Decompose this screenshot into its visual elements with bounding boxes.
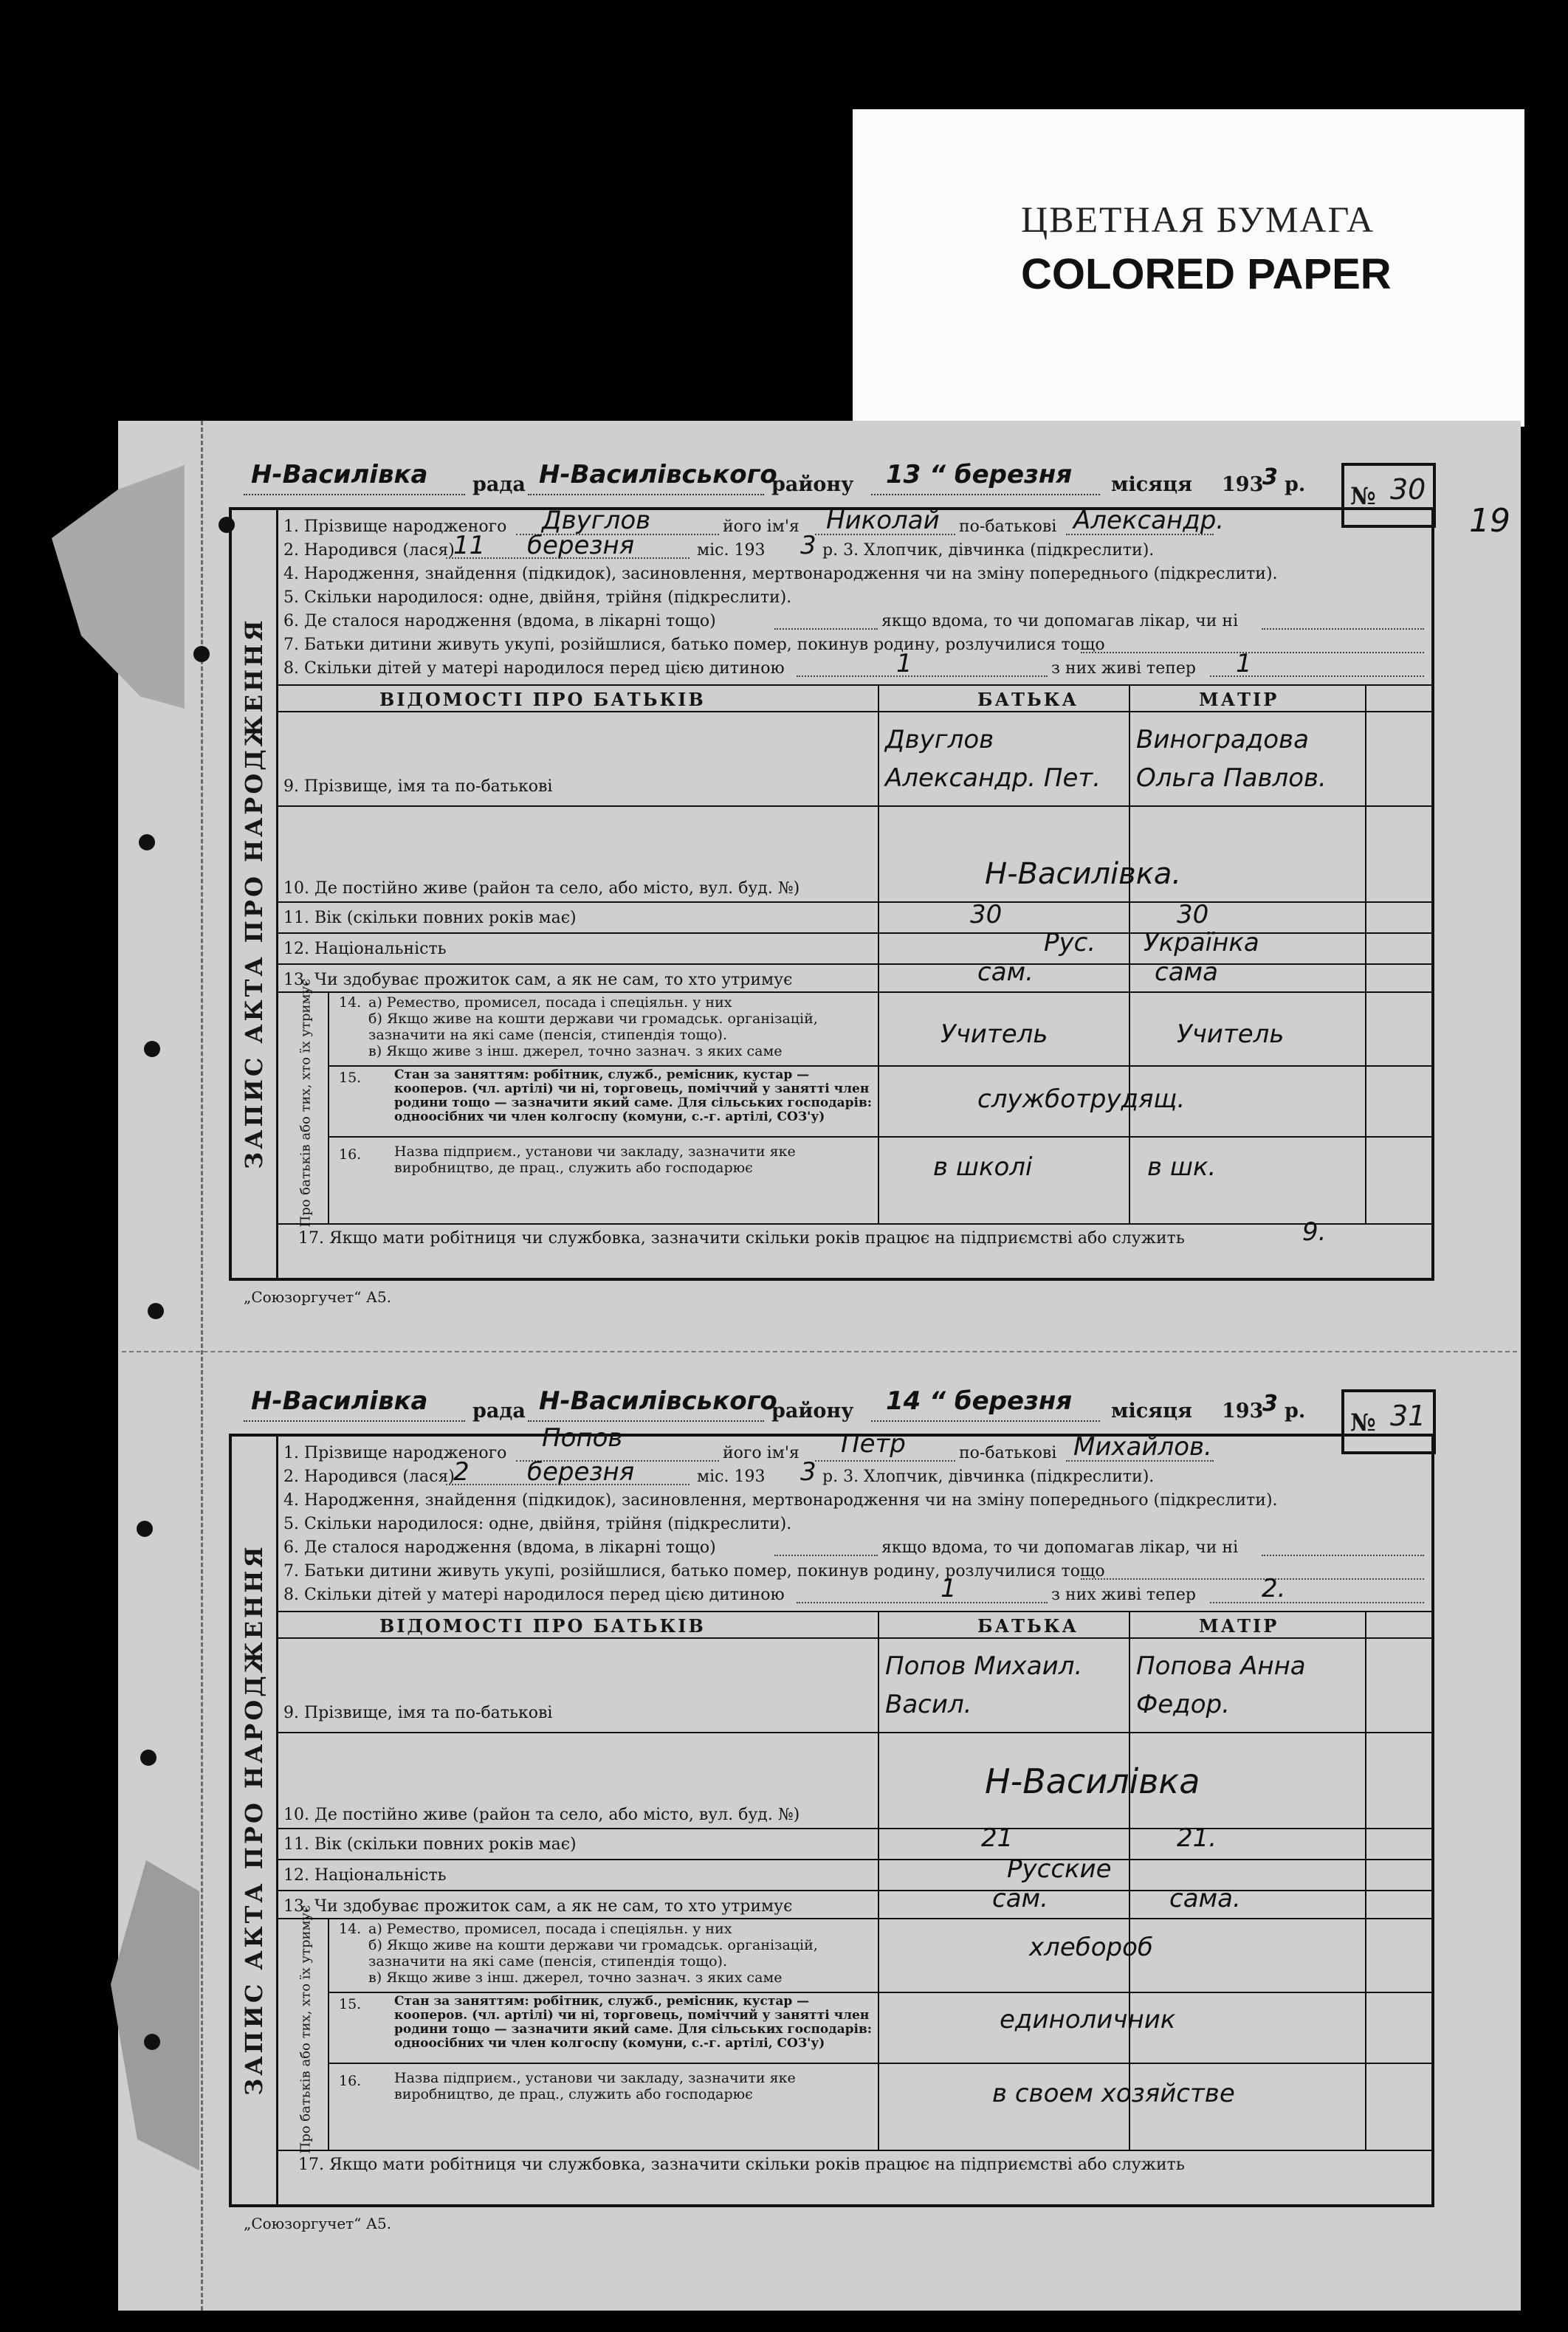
r-label: р. bbox=[1285, 473, 1306, 496]
father-support: сам. bbox=[992, 1884, 1048, 1913]
day-month-value: 14 “ березня bbox=[886, 1386, 1073, 1416]
rada-value: Н-Василівка bbox=[251, 460, 428, 489]
rada-label: рада bbox=[472, 473, 526, 496]
mother-name: Виноградова Ольга Павлов. bbox=[1136, 725, 1327, 793]
record-frame: ЗАПИС АКТА ПРО НАРОДЖЕННЯ 1. Прізвище народженого Попов його ім'я Петр по-батькові Михайлов. 2. Народився (лася) 2 березня міс. 193 3 р. 3. Хлопчик, дівчинка (підкреслити). 4. Народження, знайдення (підкидок), засиновлення, мертвонародження чи на зміну попереднього (підкреслити). 5. Скільки народилося: одне, двійня, трійня (підкреслити). 6. Де сталося народження (вдома, в лікарні тощо) якщо вдома, то чи допомагав лікар, чи ні 7. Батьки дитини живуть укупі, розійшлися, батько помер, покинув родину, розлучилися тощо 8. Скільки дітей у матері народилося перед цією дитиною 1 з них живі тепер 2. ВІДОМОСТІ ПРО БАТЬКІВ БАТЬКА МАТІР 9. Прізвище, імя та по-батькові Попов Михаил. Васил. Попова Анна Федор. 10. Де постійно живе (район та село, або місто, вул. буд. №) Н-Василівка 11. Вік (скільки повних років має) 21 21. 12. Національність Русские 13. Чи здобуває прожиток сам, а як не сам, то хто утримує сам. сама. Про батьків або тих, хто їх утримує 14. а) Ремество, промисел, посада і спеціяльн. у них б) Якщо живе на кошти держави чи громадськ. організацій, зазначити на які саме (пенсія, стипендія тощо). в) Якщо живе з інш. джерел, точно зазнач. з яких саме хлебороб 15. Стан за заняттям: робітник, служб., ремісник, кустар — кооперов. (чл. артілі) чи ні, торговець, поміччий у занятті член родини тощо — зазначити який саме. Для сільських господарів: одноосібних чи член колгоспу (комуни, с.-г. артілі, СОЗ'у) единоличник 16. Назва підприєм., установи чи закладу, зазначити яке виробництво, де прац., служить або господарює в своем хозяйстве 17. Якщо мати робітниця чи службовка, зазначити скільки років працює на підприємстві або служить bbox=[229, 1434, 1434, 2207]
rayon-value: Н-Василівського bbox=[539, 460, 777, 489]
mother-occupation: Учитель bbox=[1177, 1019, 1285, 1049]
record-number: 31 bbox=[1390, 1400, 1426, 1432]
month-label: місяця bbox=[1111, 473, 1192, 496]
residence: Н-Василівка bbox=[985, 1761, 1200, 1801]
surname: Попов bbox=[542, 1423, 623, 1453]
residence: Н-Василівка. bbox=[985, 857, 1182, 891]
born-year: 3 bbox=[800, 531, 816, 560]
father-workplace: в своем хозяйстве bbox=[992, 2079, 1235, 2108]
record-header: Н-Василівка рада Н-Василівського району 14 “ березня місяця 193 3 р. bbox=[229, 1395, 1432, 1422]
mother-workplace: в шк. bbox=[1147, 1152, 1217, 1182]
punch-hole bbox=[139, 834, 155, 850]
parents-sidebar: Про батьків або тих, хто їх утримує bbox=[298, 1905, 314, 2154]
printer-mark: „Союзоргучет“ А5. bbox=[244, 2215, 392, 2232]
employment-status: служботрудящ. bbox=[977, 1084, 1186, 1114]
father-age: 21 bbox=[981, 1823, 1014, 1853]
patronymic: Александр. bbox=[1073, 506, 1225, 535]
father-nationality: Русские bbox=[1007, 1854, 1112, 1884]
parents-sidebar: Про батьків або тих, хто їх утримує bbox=[298, 978, 314, 1228]
surname: Двуглов bbox=[542, 506, 651, 535]
q1-label: 1. Прізвище народженого bbox=[283, 517, 507, 536]
margin-note: 19 bbox=[1469, 502, 1510, 540]
father-support: сам. bbox=[977, 957, 1034, 987]
punch-hole bbox=[148, 1303, 164, 1319]
father-occupation: хлебороб bbox=[1029, 1933, 1153, 1962]
side-title: ЗАПИС АКТА ПРО НАРОДЖЕННЯ bbox=[232, 1437, 278, 2204]
children-before: 1 bbox=[941, 1574, 957, 1603]
birth-record-30 bbox=[221, 460, 1436, 1306]
born-year: 3 bbox=[800, 1457, 816, 1487]
rayon-label: району bbox=[771, 473, 854, 496]
mother-age: 30 bbox=[1177, 900, 1209, 929]
given-name: Петр bbox=[841, 1429, 906, 1459]
perforation-line bbox=[201, 421, 203, 2311]
printer-mark: „Союзоргучет“ А5. bbox=[244, 1288, 392, 1306]
born-month: березня bbox=[527, 531, 635, 560]
children-before: 1 bbox=[896, 649, 912, 678]
mother-nationality: Українка bbox=[1144, 928, 1259, 957]
punch-hole bbox=[144, 2034, 160, 2050]
tag-russian: ЦВЕТНАЯ БУМАГА bbox=[1021, 199, 1375, 240]
employment-status: единоличник bbox=[1000, 2005, 1176, 2035]
patronymic: Михайлов. bbox=[1073, 1432, 1212, 1462]
rayon-value: Н-Василівського bbox=[539, 1386, 777, 1416]
years-worked: 9. bbox=[1302, 1217, 1327, 1247]
children-alive: 1 bbox=[1236, 649, 1252, 678]
mother-name: Попова Анна Федор. bbox=[1136, 1651, 1306, 1719]
torn-corner bbox=[37, 465, 185, 709]
born-day: 2 bbox=[453, 1457, 470, 1487]
mother-support: сама bbox=[1155, 957, 1219, 987]
father-age: 30 bbox=[970, 900, 1003, 929]
colored-paper-tag bbox=[853, 109, 1524, 427]
punch-hole bbox=[144, 1041, 160, 1057]
record-frame: ЗАПИС АКТА ПРО НАРОДЖЕННЯ 1. Прізвище народженого Двуглов його ім'я Николай по-батькові Александр. 2. Народився (лася) 11 березня міс. 193 3 р. 3. Хлопчик, дівчинка (підкреслити). 4. Народження, знайдення (підкидок), засиновлення, мертвонародження чи на зміну попереднього (підкреслити). 5. Скільки народилося: одне, двійня, трійня (підкреслити). 6. Де сталося народження (вдома, в лікарні тощо) якщо вдома, то чи допомагав лікар, чи ні 7. Батьки дитини живуть укупі, розійшлися, батько помер, покинув родину, розлучилися тощо 8. Скільки дітей у матері народилося перед цією дитиною 1 з них живі тепер 1 ВІДОМОСТІ ПРО БАТЬКІВ БАТЬКА МАТІР 9. Прізвище, імя та по-батькові Двуглов Александр. Пет. Виноградова Ольга Павлов. 10. Де постійно живе (район та село, або місто, вул. буд. №) Н-Василівка. 11. Вік (скільки повних років має) 30 30 12. Національність Рус. Українка 13. Чи здобуває прожиток сам, а як не сам, то хто утримує сам. сама Про батьків або тих, хто їх утримує 14. а) Ремество, промисел, посада і спеціяльн. у них б) Якщо живе на кошти держави чи громадськ. організацій, зазначити на які саме (пенсія, стипендія тощо). в) Якщо живе з інш. джерел, точно зазнач. з яких саме Учитель Учитель 15. Стан за заняттям: робітник, служб., ремісник, кустар — кооперов. (чл. артілі) чи ні, торговець, поміччий у занятті член родини тощо — зазначити який саме. Для сільських господарів: одноосібних чи член колгоспу (комуни, с.-г. артілі, СОЗ'у) служботрудящ. 16. Назва підприєм., установи чи закладу, зазначити яке виробництво, де прац., служить або господарює в школі в шк. 17. Якщо мати робітниця чи службовка, зазначити скільки років працює на підприємстві або служить 9. bbox=[229, 507, 1434, 1281]
year-digit: 3 bbox=[1262, 464, 1278, 490]
father-name: Двуглов Александр. Пет. bbox=[885, 725, 1101, 793]
punch-hole bbox=[193, 646, 210, 662]
year-label: 193 bbox=[1222, 473, 1264, 496]
father-name: Попов Михаил. Васил. bbox=[885, 1651, 1083, 1719]
rada-value: Н-Василівка bbox=[251, 1386, 428, 1416]
punch-hole bbox=[140, 1750, 157, 1766]
mother-support: сама. bbox=[1169, 1884, 1241, 1913]
birth-record-31 bbox=[221, 1386, 1436, 2232]
record-number-box: № 31 bbox=[1341, 1389, 1436, 1454]
given-name: Николай bbox=[826, 506, 940, 535]
father-occupation: Учитель bbox=[941, 1019, 1048, 1049]
mother-age: 21. bbox=[1177, 1823, 1217, 1853]
father-nationality: Рус. bbox=[1044, 928, 1096, 957]
children-alive: 2. bbox=[1262, 1574, 1286, 1603]
number-label: № bbox=[1350, 482, 1376, 510]
record-number: 30 bbox=[1390, 473, 1426, 506]
father-workplace: в школі bbox=[933, 1152, 1033, 1182]
born-day: 11 bbox=[453, 531, 486, 560]
cut-line bbox=[122, 1351, 1517, 1352]
born-month: березня bbox=[527, 1457, 635, 1487]
side-title: ЗАПИС АКТА ПРО НАРОДЖЕННЯ bbox=[232, 510, 278, 1278]
punch-hole bbox=[137, 1521, 153, 1537]
tag-english: COLORED PAPER bbox=[1021, 250, 1392, 298]
day-month-value: 13 “ березня bbox=[886, 460, 1073, 489]
